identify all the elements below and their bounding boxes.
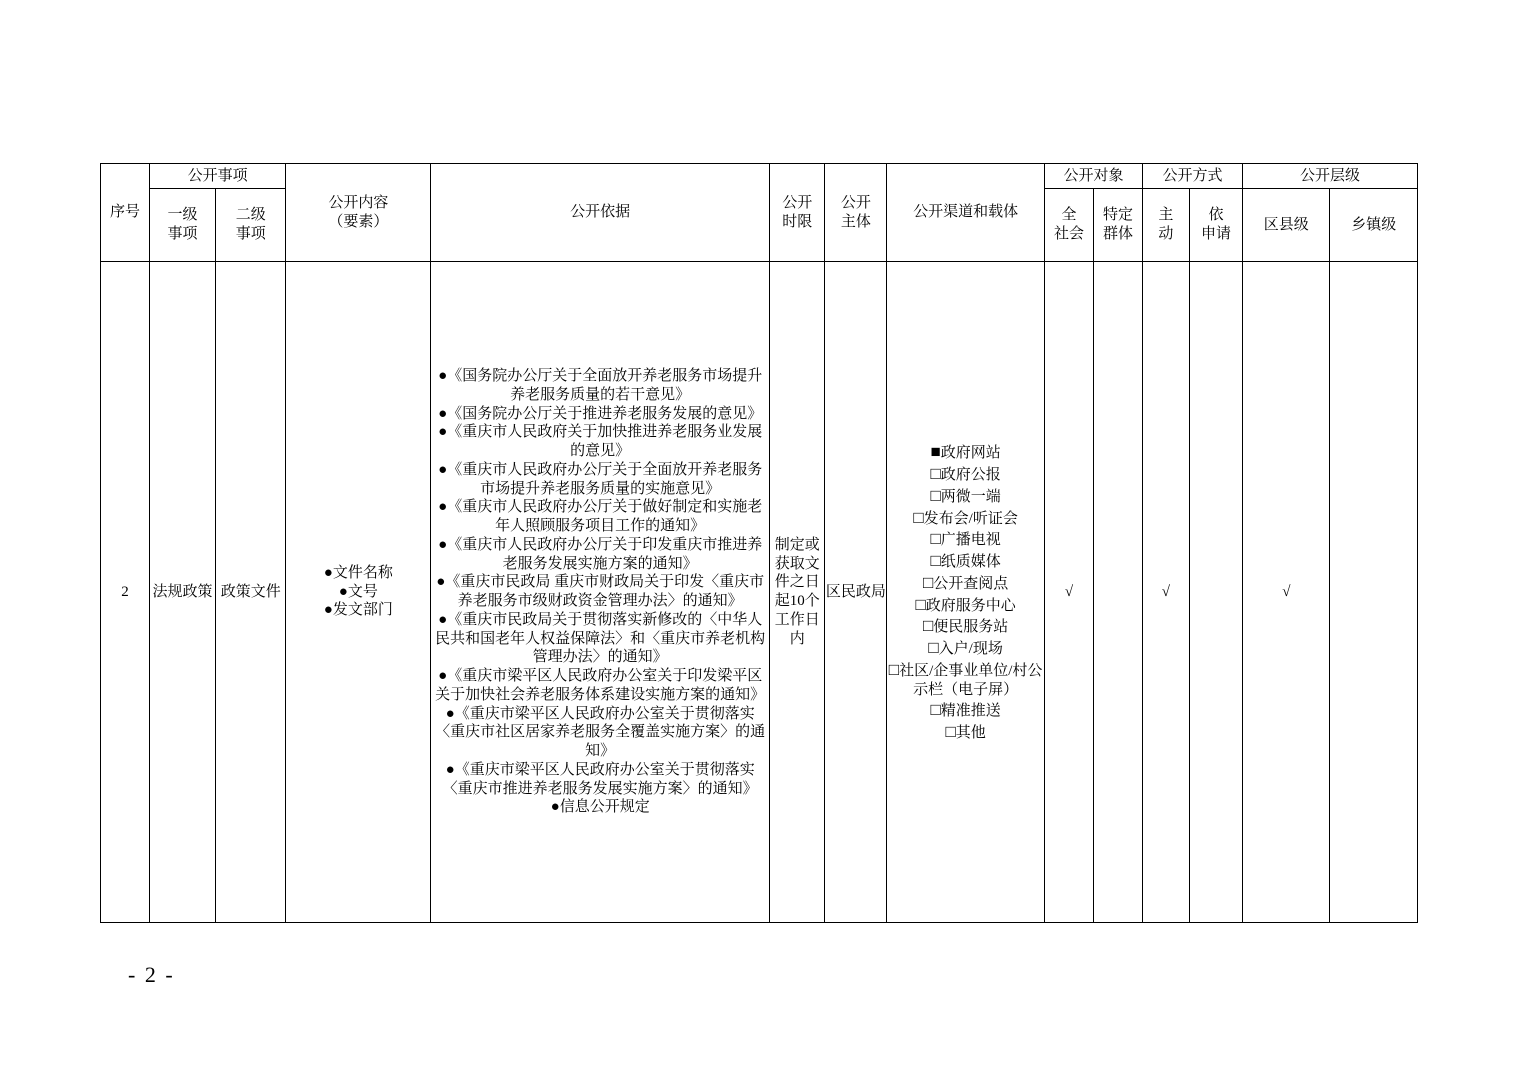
basis-item-5: ●《重庆市人民政府办公厅关于印发重庆市推进养老服务发展实施方案的通知》 (438, 536, 763, 572)
channel-label-6: 公开查阅点 (933, 575, 1009, 592)
header-level1-line1: 一级 (167, 207, 198, 224)
header-on-request-line2: 申请 (1200, 226, 1231, 242)
checkbox-empty-icon: □ (888, 659, 900, 679)
channel-label-0: 政府网站 (940, 445, 1001, 462)
channel-label-1: 政府公报 (940, 467, 1001, 483)
channel-label-5: 纸质媒体 (940, 554, 1001, 570)
checkbox-empty-icon: □ (915, 594, 926, 614)
channel-label-4: 广播电视 (940, 532, 1001, 549)
cell-district: √ (1243, 262, 1330, 923)
content-element-1: ●文号 (338, 583, 378, 600)
basis-item-10: ●《重庆市梁平区人民政府办公室关于贯彻落实〈重庆市推进养老服务发展实施方案〉的通知》 (442, 761, 758, 797)
header-level2 (216, 189, 286, 262)
header-on-request (1189, 189, 1242, 262)
channel-label-8: 便民服务站 (933, 619, 1009, 636)
header-basis: 公开依据 (431, 164, 770, 262)
basis-item-11: ●信息公开规定 (550, 799, 650, 816)
checkbox-empty-icon: □ (928, 638, 939, 657)
basis-item-9: ●《重庆市梁平区人民政府办公室关于贯彻落实〈重庆市社区居家养老服务全覆盖实施方案〉的通知》 (435, 705, 766, 759)
cell-township (1330, 262, 1418, 923)
header-specific-group (1093, 189, 1142, 262)
checkbox-empty-icon: □ (930, 485, 941, 505)
header-all-society (1044, 189, 1093, 262)
channel-label-11: 精准推送 (940, 703, 1001, 720)
cell-seq: 2 (101, 262, 150, 923)
channel-option-3 (887, 507, 1044, 529)
channel-option-4 (887, 528, 1044, 550)
header-active-line2: 动 (1158, 226, 1174, 242)
channel-option-11 (887, 699, 1044, 721)
header-seq: 序号 (101, 164, 150, 262)
channel-option-2 (887, 485, 1044, 507)
page-number: - 2 - (128, 962, 175, 987)
basis-item-6: ●《重庆市民政局 重庆市财政局关于印发〈重庆市养老服务市级财政资金管理办法〉的通知》 (436, 574, 765, 609)
basis-item-7: ●《重庆市民政局关于贯彻落实新修改的〈中华人民共和国老年人权益保障法〉和〈重庆市养老机构管理办法〉的通知》 (435, 611, 766, 666)
header-group-disclosure-method: 公开方式 (1142, 164, 1242, 189)
header-all-society-line1: 全 (1061, 207, 1077, 224)
channel-label-9: 入户/现场 (938, 641, 1003, 657)
header-all-society-line2: 社会 (1053, 226, 1084, 242)
content-element-2: ●发文部门 (323, 602, 393, 619)
basis-item-2: ●《重庆市人民政府关于加快推进养老服务业发展的意见》 (438, 424, 763, 459)
header-subject (825, 164, 887, 262)
header-active (1142, 189, 1189, 262)
table-header-group-row (101, 164, 1418, 189)
header-level1 (150, 189, 216, 262)
channel-label-3: 发布会/听证会 (923, 510, 1018, 527)
header-group-disclosure-items: 公开事项 (150, 164, 286, 189)
header-content-line2: （要素） (328, 213, 389, 230)
channel-option-1 (887, 463, 1044, 485)
channel-option-9 (887, 637, 1044, 659)
channel-option-7 (887, 594, 1044, 616)
checkbox-empty-icon: □ (930, 551, 941, 570)
cell-time-limit: 制定或获取文件之日起10个工作日内 (770, 262, 825, 923)
basis-item-4: ●《重庆市人民政府办公厅关于做好制定和实施老年人照顾服务项目工作的通知》 (438, 499, 763, 534)
header-specific-group-line2: 群体 (1102, 226, 1133, 242)
channel-label-7: 政府服务中心 (925, 597, 1016, 614)
table-row (101, 262, 1418, 923)
checkbox-empty-icon: □ (945, 722, 956, 741)
cell-on-request (1189, 262, 1242, 923)
cell-subject: 区民政局 (825, 262, 887, 923)
channel-option-0 (887, 441, 1044, 463)
header-active-line1: 主 (1158, 207, 1174, 224)
checkbox-empty-icon: □ (930, 464, 941, 483)
header-level1-line2: 事项 (167, 226, 198, 242)
cell-specific-group (1093, 262, 1142, 923)
checkbox-empty-icon: □ (913, 507, 924, 527)
header-subject-line1: 公开 (840, 194, 871, 211)
channel-option-12 (887, 721, 1044, 743)
cell-all-society: √ (1044, 262, 1093, 923)
basis-item-3: ●《重庆市人民政府办公厅关于全面放开养老服务市场提升养老服务质量的实施意见》 (438, 461, 763, 497)
checkbox-filled-icon: ■ (930, 442, 941, 462)
header-level2-line1: 二级 (235, 207, 266, 224)
header-channel: 公开渠道和载体 (887, 164, 1045, 262)
cell-basis (431, 262, 770, 923)
header-content (286, 164, 431, 262)
header-time-limit-line2: 时限 (782, 213, 813, 230)
header-specific-group-line1: 特定 (1102, 207, 1133, 224)
header-subject-line2: 主体 (840, 213, 871, 230)
cell-channel (887, 262, 1045, 923)
checkbox-empty-icon: □ (922, 572, 934, 592)
channel-label-2: 两微一端 (940, 488, 1001, 505)
channel-option-10 (887, 659, 1044, 700)
cell-active: √ (1142, 262, 1189, 923)
header-group-disclosure-object: 公开对象 (1044, 164, 1142, 189)
header-time-limit (770, 164, 825, 262)
cell-level1: 法规政策 (150, 262, 216, 923)
header-district: 区县级 (1243, 189, 1330, 262)
checkbox-empty-icon: □ (930, 700, 941, 720)
header-level2-line2: 事项 (235, 226, 266, 242)
header-on-request-line1: 依 (1208, 207, 1224, 224)
header-content-line1: 公开内容 (328, 194, 389, 211)
basis-item-1: ●《国务院办公厅关于推进养老服务发展的意见》 (438, 405, 763, 422)
header-township: 乡镇级 (1330, 189, 1418, 262)
cell-content (286, 262, 431, 923)
channel-option-8 (887, 615, 1044, 637)
header-time-limit-line1: 公开 (782, 194, 813, 211)
content-element-0: ●文件名称 (323, 564, 393, 581)
channel-label-12: 其他 (955, 725, 986, 741)
checkbox-empty-icon: □ (922, 616, 934, 636)
basis-item-8: ●《重庆市梁平区人民政府办公室关于印发梁平区关于加快社会养老服务体系建设实施方案的通知》 (435, 668, 766, 703)
checkbox-empty-icon: □ (930, 529, 941, 549)
channel-option-6 (887, 572, 1044, 594)
basis-item-0: ●《国务院办公厅关于全面放开养老服务市场提升养老服务质量的若干意见》 (438, 368, 763, 403)
channel-option-5 (887, 550, 1044, 572)
disclosure-table (100, 163, 1418, 923)
header-group-disclosure-level: 公开层级 (1243, 164, 1418, 189)
channel-label-10: 社区/企事业单位/村公示栏（电子屏） (899, 662, 1043, 698)
cell-level2: 政策文件 (216, 262, 286, 923)
